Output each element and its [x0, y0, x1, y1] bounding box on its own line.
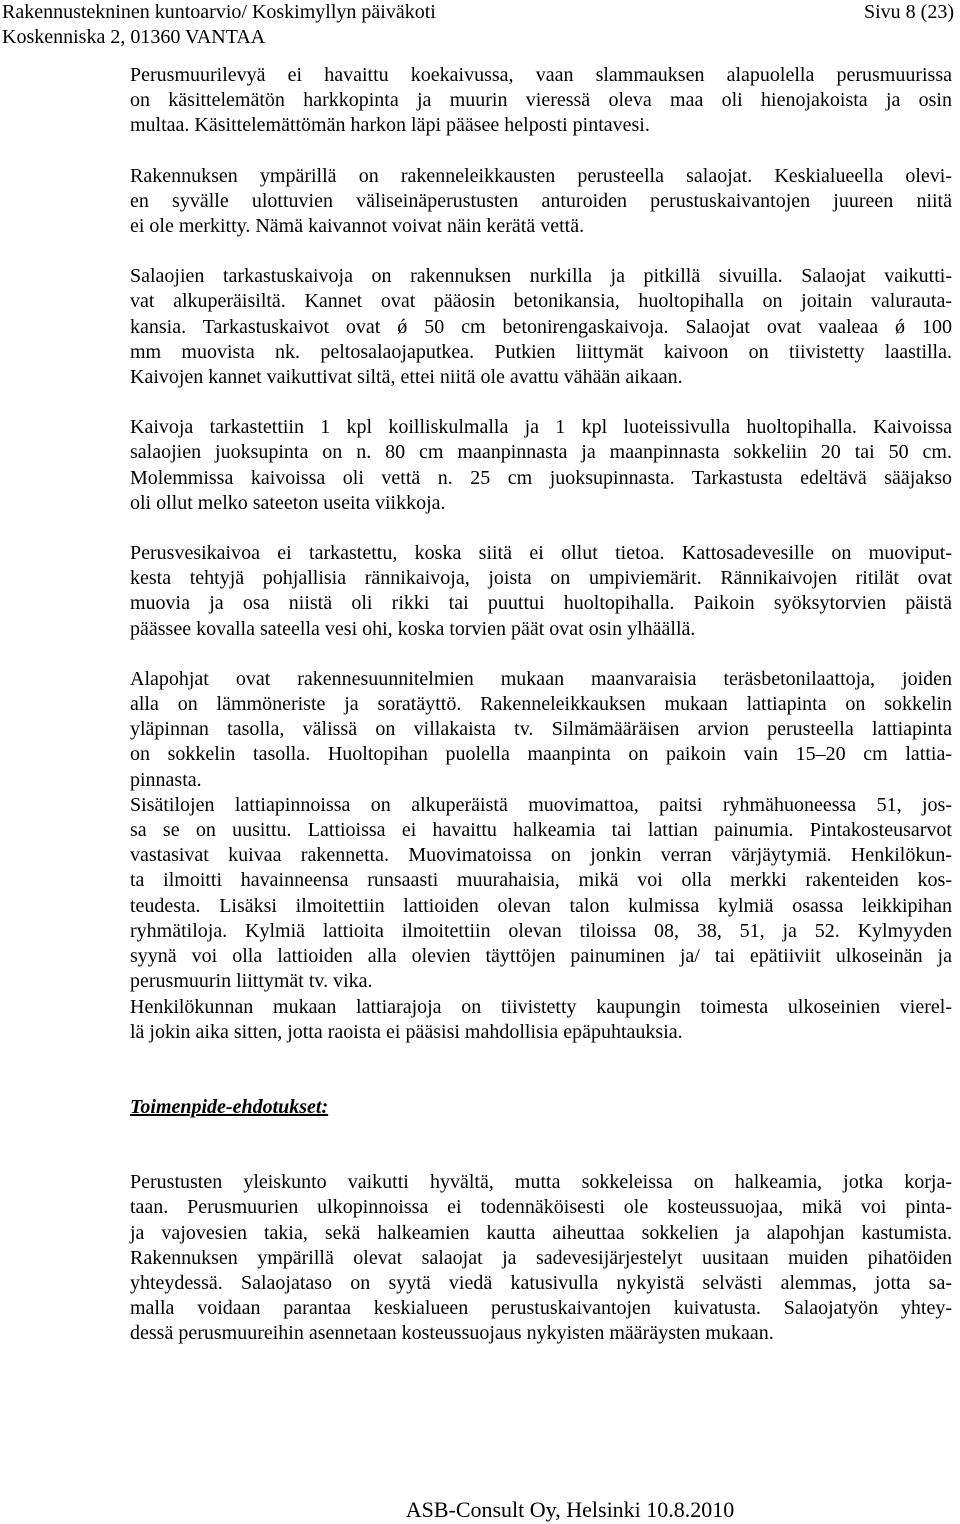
- text-line: salaojien juoksupinta on n. 80 cm maanpinnasta ja maanpinnasta sokkeliin 20 tai 50 cm.: [130, 441, 952, 464]
- text-line: on käsittelemätön harkkopinta ja muurin vieressä oleva maa oli hienojakoista ja osin: [130, 89, 952, 112]
- text-line: Rakennuksen ympärillä on rakenneleikkausten perusteella salaojat. Keskialueella olevi-: [130, 164, 952, 187]
- text-line: syynä voi olla lattioiden alla olevien täyttöjen painuminen ja/ tai epätiiviit ulkoseinän ja: [130, 945, 952, 968]
- document-body: [130, 63, 952, 1347]
- text-line: dessä perusmuureihin asennetaan kosteussuojaus nykyisten määräysten mukaan.: [130, 1322, 774, 1345]
- paragraph: [130, 793, 952, 995]
- text-line: Alapohjat ovat rakennesuunnitelmien mukaan maanvaraisia teräsbetonilaattoja, joiden: [130, 667, 952, 690]
- paragraph: [130, 264, 952, 390]
- paragraph: [130, 415, 952, 516]
- text-line: kesta tehtyjä pohjallisia rännikaivoja, joista on umpiviemärit. Rännikaivojen ritilät ovat: [130, 567, 952, 590]
- text-line: yläpinnan tasolla, välissä on villakaista tv. Silmämääräisen arvion perusteella lattiapinta: [130, 718, 952, 741]
- page-footer: ASB-Consult Oy, Helsinki 10.8.2010: [405, 1497, 735, 1522]
- page-number: Sivu 8 (23): [864, 1, 954, 23]
- proposals-paragraph: [130, 1170, 952, 1346]
- paragraph: [130, 164, 952, 240]
- text-line: ryhmätiloja. Kylmiä lattioita ilmoitettiin olevan tiloissa 08, 38, 51, ja 52. Kylmyyden: [130, 919, 952, 942]
- text-line: ja vajovesien takia, sekä halkeamien kautta aiheuttaa sokkelien ja alapohjan kastumista.: [130, 1221, 952, 1244]
- text-line: perusmuurin liittymät tv. vika.: [130, 970, 373, 993]
- text-line: Perustusten yleiskunto vaikutti hyvältä, mutta sokkeleissa on halkeamia, jotka korja-: [130, 1171, 952, 1194]
- text-line: Kaivoja tarkastettiin 1 kpl koilliskulmalla ja 1 kpl luoteissivulla huoltopihalla. Kaivoissa: [130, 416, 952, 439]
- text-line: multaa. Käsittelemättömän harkon läpi pääsee helposti pintavesi.: [130, 114, 650, 137]
- text-line: kansia. Tarkastuskaivot ovat ǿ 50 cm betonirengaskaivoja. Salaojat ovat vaaleaa ǿ 100: [130, 315, 952, 338]
- text-line: alla on lämmöneriste ja soratäyttö. Rakenneleikkauksen mukaan lattiapinta on sokkelin: [130, 693, 952, 716]
- text-line: Salaojien tarkastuskaivoja on rakennuksen nurkilla ja pitkillä sivuilla. Salaojat vaikutti-: [130, 265, 952, 288]
- paragraph: [130, 63, 952, 139]
- document-title-line1: Rakennustekninen kuntoarvio/ Koskimyllyn päiväkoti: [2, 1, 436, 23]
- text-line: Sisätilojen lattiapinnoissa on alkuperäistä muovimattoa, paitsi ryhmähuoneessa 51, jos-: [130, 793, 952, 816]
- text-line: teudesta. Lisäksi ilmoitettiin lattioiden olevan talon kulmissa kylmiä osassa leikkipihan: [130, 894, 952, 917]
- text-line: oli ollut melko sateeton useita viikkoja.: [130, 491, 446, 514]
- text-line: sa se on uusittu. Lattioissa ei havaittu halkeamia tai lattian painumia. Pintakosteusarvot: [130, 819, 952, 842]
- text-line: lä jokin aika sitten, jotta raoista ei pääsisi mahdollisia epäpuhtauksia.: [130, 1020, 683, 1043]
- text-line: yhteydessä. Salaojataso on syytä viedä katusivulla nykyistä selvästi alemmas, jotta sa-: [130, 1271, 952, 1294]
- text-line: Kaivojen kannet vaikuttivat siltä, ettei niitä ole avattu vähään aikaan.: [130, 366, 683, 389]
- paragraph: [130, 541, 952, 642]
- text-line: mm muovista nk. peltosalaojaputkea. Putkien liittymät kaivoon on tiivistetty laastilla.: [130, 340, 952, 363]
- text-line: Molemmissa kaivoissa oli vettä n. 25 cm juoksupinnasta. Tarkastusta edeltävä sääjakso: [130, 466, 952, 489]
- text-line: ei ole merkitty. Nämä kaivannot voivat näin kerätä vettä.: [130, 215, 585, 238]
- paragraph: [130, 995, 952, 1045]
- text-line: ta ilmoitti havainneensa runsaasti muurahaisia, mikä voi olla merkki rakenteiden kos-: [130, 869, 952, 892]
- text-line: vastasivat kuivaa rakennetta. Muovimatoissa on jonkin verran värjäytymiä. Henkilökun-: [130, 844, 952, 867]
- text-line: taan. Perusmuurien ulkopinnoissa ei todennäköisesti ole kosteussuojaa, mikä voi pinta-: [130, 1196, 952, 1219]
- text-line: Rakennuksen ympärillä olevat salaojat ja sadevesijärjestelyt uusitaan muiden pihatöiden: [130, 1246, 952, 1269]
- text-line: Henkilökunnan mukaan lattiarajoja on tiivistetty kaupungin toimesta ulkoseinien vierel-: [130, 995, 952, 1018]
- text-line: on sokkelin tasolla. Huoltopihan puolella maanpinta on paikoin vain 15–20 cm lattia-: [130, 743, 952, 766]
- text-line: Perusvesikaivoa ei tarkastettu, koska siitä ei ollut tietoa. Kattosadevesille on muoviput-: [130, 542, 952, 565]
- section-heading: Toimenpide-ehdotukset:: [130, 1095, 329, 1118]
- paragraph: [130, 667, 952, 793]
- text-line: malla voidaan parantaa keskialueen perustuskaivantojen kuivatusta. Salaojatyön yhtey-: [130, 1297, 952, 1320]
- document-title-line2: Koskenniska 2, 01360 VANTAA: [2, 26, 266, 48]
- page-header: [0, 0, 960, 52]
- text-line: en syvälle ulottuvien väliseinäperustusten anturoiden perustuskaivantojen juureen niitä: [130, 189, 952, 212]
- text-line: pinnasta.: [130, 768, 202, 791]
- text-line: Perusmuurilevyä ei havaittu koekaivussa, vaan slammauksen alapuolella perusmuurissa: [130, 64, 952, 86]
- document-title: [2, 0, 436, 50]
- text-line: vat alkuperäisiltä. Kannet ovat pääosin betonikansia, huoltopihalla on joitain valurauta-: [130, 290, 952, 313]
- text-line: päässee kovalla sateella vesi ohi, koska torvien päät ovat osin ylhäällä.: [130, 617, 696, 640]
- text-line: muovia ja osa niistä oli rikki tai puuttui huoltopihalla. Paikoin syöksytorvien päistä: [130, 592, 952, 615]
